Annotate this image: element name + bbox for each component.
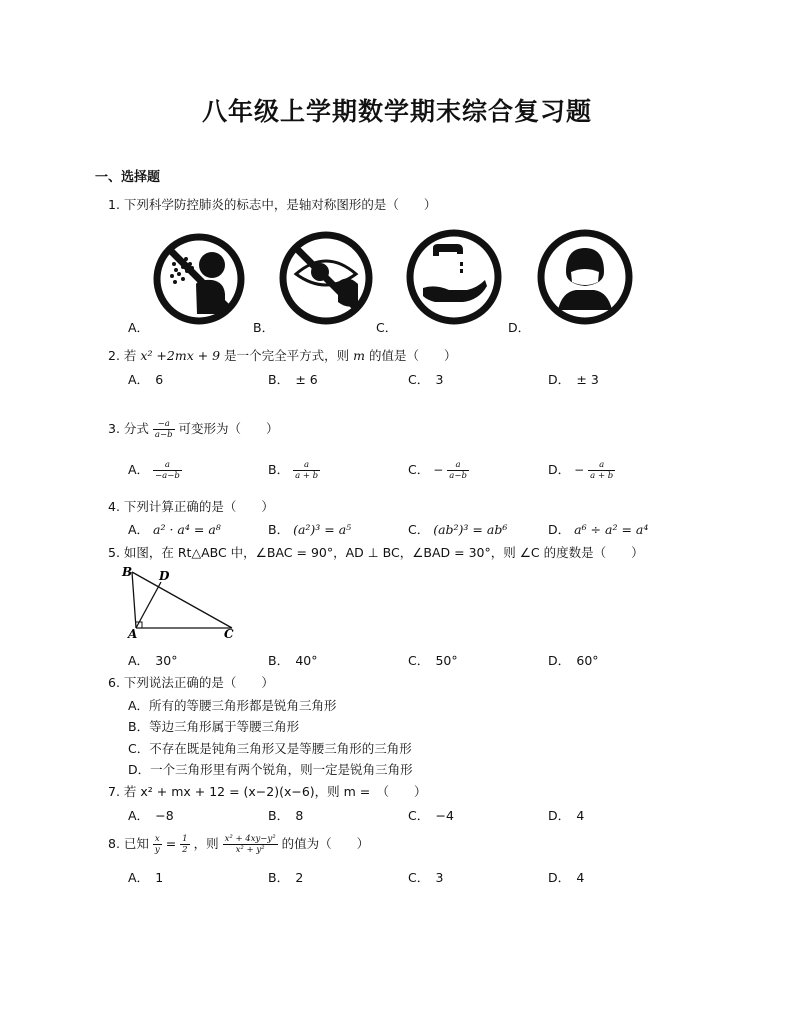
q3-option-d[interactable]: D． − $\frac{a}{a + b}$ — [548, 460, 614, 481]
question-7-stem: 7. 若 x² + mx + 12 = (x−2)(x−6)，则 m = （ ） — [108, 784, 427, 799]
q3-suffix: 可变形为（ ） — [178, 421, 279, 436]
q2-option-a[interactable]: A． 6 — [128, 372, 164, 387]
q5-option-c[interactable]: C． 50° — [408, 653, 458, 668]
q7-option-a[interactable]: A． −8 — [128, 808, 174, 823]
q2-suffix: 的值是（ ） — [368, 348, 457, 363]
q6-option-b[interactable]: B．等边三角形属于等腰三角形 — [128, 719, 300, 734]
label-b: B — [122, 565, 133, 579]
question-5-stem: 5. 如图，在 Rt△ABC 中，∠BAC = 90°，AD ⊥ BC，∠BAD = 30°，则 ∠C 的度数是（ ） — [108, 545, 644, 560]
q2-option-c[interactable]: C． 3 — [408, 372, 444, 387]
triangle-figure — [118, 562, 242, 640]
q1-option-d[interactable]: D． — [508, 320, 531, 335]
q8-prefix: 8. 已知 — [108, 836, 149, 851]
section-heading: 一、选择题 — [95, 170, 161, 185]
q4-option-a[interactable]: A． a² · a⁴ = a⁸ — [128, 522, 221, 537]
q5-option-d[interactable]: D． 60° — [548, 653, 599, 668]
q8-suffix: 的值为（ ） — [281, 836, 370, 851]
q2-variable: m — [353, 348, 365, 363]
q8-fraction-1: $\frac{x}{y}$ — [154, 834, 160, 855]
question-8-stem — [108, 834, 369, 855]
q3-option-a[interactable]: A． $\frac{a}{-a-b}$ — [128, 460, 180, 481]
q8-option-c[interactable]: C． 3 — [408, 870, 444, 885]
q3-option-b[interactable]: B． $\frac{a}{a + b}$ — [268, 460, 319, 481]
q8-fraction-3: $\frac{\text{x² + 4xy−y²}}{\text{x² + y²}}$ — [224, 834, 276, 855]
q3-prefix: 3. 分式 — [108, 421, 149, 436]
q2-option-b[interactable]: B． ± 6 — [268, 372, 318, 387]
question-1-stem: 1. 下列科学防控肺炎的标志中，是轴对称图形的是（ ） — [108, 197, 437, 212]
page-title: 八年级上学期数学期末综合复习题 — [201, 97, 592, 126]
hand-washing-icon — [405, 228, 503, 326]
q8-equals: = — [165, 836, 177, 851]
q2-prefix: 2. 若 — [108, 348, 137, 363]
label-d: D — [159, 569, 170, 583]
q1-option-b[interactable]: B． — [253, 320, 275, 335]
question-6-stem: 6. 下列说法正确的是（ ） — [108, 675, 274, 690]
wear-mask-icon — [536, 228, 634, 326]
question-4-stem: 4. 下列计算正确的是（ ） — [108, 499, 274, 514]
q3-option-c[interactable]: C． − $\frac{a}{a-b}$ — [408, 460, 467, 481]
no-spray-icon — [152, 232, 246, 326]
q1-option-c[interactable]: C． — [376, 320, 398, 335]
q8-fraction-2: $\frac{1}{2}$ — [182, 834, 188, 855]
q8-option-a[interactable]: A． 1 — [128, 870, 164, 885]
q2-option-d[interactable]: D． ± 3 — [548, 372, 599, 387]
q4-option-d[interactable]: D． a⁶ ÷ a² = a⁴ — [548, 522, 649, 537]
q8-option-b[interactable]: B． 2 — [268, 870, 304, 885]
q1-option-a[interactable]: A． — [128, 320, 150, 335]
q7-option-b[interactable]: B． 8 — [268, 808, 304, 823]
q3-fraction: $\frac{-a}{a-b}$ — [154, 419, 173, 440]
label-a: A — [128, 627, 138, 640]
q8-option-d[interactable]: D． 4 — [548, 870, 585, 885]
q6-option-d[interactable]: D．一个三角形里有两个锐角，则一定是锐角三角形 — [128, 762, 413, 777]
q5-option-b[interactable]: B． 40° — [268, 653, 318, 668]
no-eye-touch-icon — [278, 230, 374, 326]
question-3-stem — [108, 419, 279, 440]
q8-mid: ，则 — [193, 836, 219, 851]
q6-option-c[interactable]: C．不存在既是钝角三角形又是等腰三角形的三角形 — [128, 741, 412, 756]
q5-option-a[interactable]: A． 30° — [128, 653, 178, 668]
q4-option-b[interactable]: B． (a²)³ = a⁵ — [268, 522, 352, 537]
q7-option-c[interactable]: C． −4 — [408, 808, 454, 823]
q2-expression: x² +2mx + 9 — [140, 348, 221, 363]
q7-option-d[interactable]: D． 4 — [548, 808, 585, 823]
q4-option-c[interactable]: C． (ab²)³ = ab⁶ — [408, 522, 508, 537]
q6-option-a[interactable]: A．所有的等腰三角形都是锐角三角形 — [128, 698, 337, 713]
label-c: C — [224, 627, 234, 640]
q2-mid: 是一个完全平方式，则 — [224, 348, 350, 363]
question-2-stem — [108, 346, 456, 364]
